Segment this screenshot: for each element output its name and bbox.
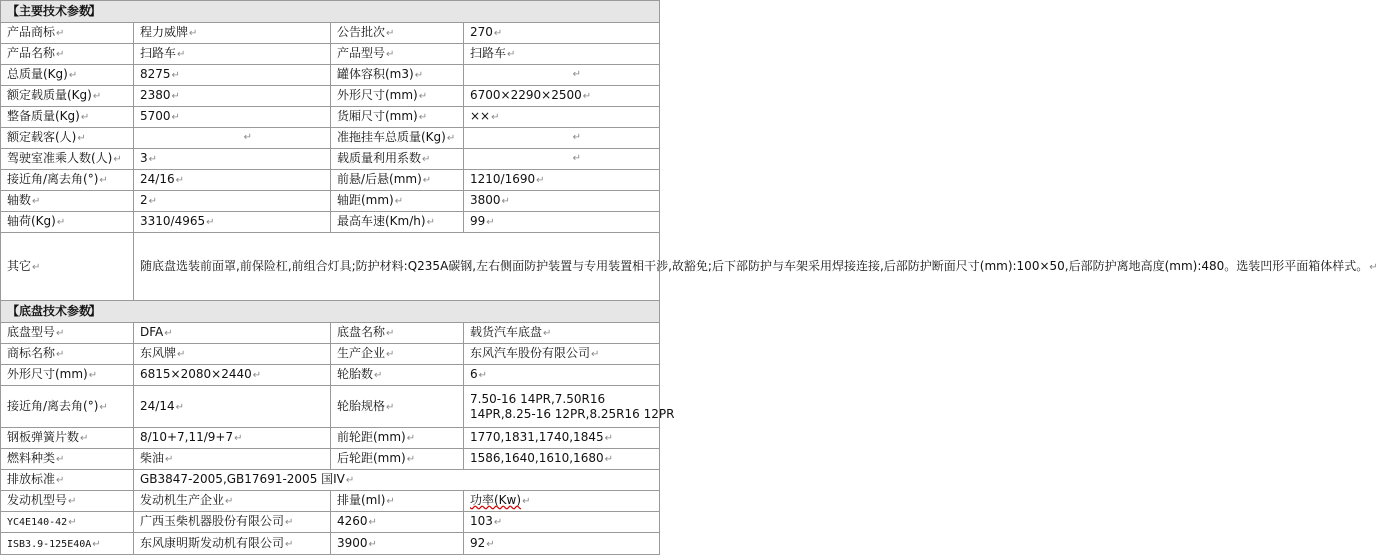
value-cell: 3310/4965 ↵ bbox=[134, 212, 331, 233]
label-cell: 产品商标 ↵ bbox=[1, 23, 134, 44]
value-cell: 2 ↵ bbox=[134, 191, 331, 212]
label-cell: 轴荷(Kg) ↵ bbox=[1, 212, 134, 233]
label-cell: 轮胎规格 ↵ bbox=[331, 386, 464, 428]
value-cell: 3 ↵ bbox=[134, 149, 331, 170]
table-row bbox=[1, 191, 660, 212]
table-row bbox=[1, 44, 660, 65]
label-cell: 产品型号 ↵ bbox=[331, 44, 464, 65]
table-row bbox=[1, 212, 660, 233]
engine-header-maker: 发动机生产企业 ↵ bbox=[134, 491, 331, 512]
value-cell: 6700×2290×2500 ↵ bbox=[464, 86, 660, 107]
table-row bbox=[1, 23, 660, 44]
engine-displacement: 3900 ↵ bbox=[331, 533, 464, 555]
value-cell: 东风牌 ↵ bbox=[134, 344, 331, 365]
chassis-section-header-row bbox=[1, 301, 660, 323]
label-cell: 轴距(mm) ↵ bbox=[331, 191, 464, 212]
value-cell: ×× ↵ bbox=[464, 107, 660, 128]
value-cell: 1210/1690 ↵ bbox=[464, 170, 660, 191]
table-row bbox=[1, 428, 660, 449]
table-row bbox=[1, 386, 660, 428]
label-cell: 总质量(Kg) ↵ bbox=[1, 65, 134, 86]
label-cell: 载质量利用系数 ↵ bbox=[331, 149, 464, 170]
value-cell: DFA ↵ bbox=[134, 323, 331, 344]
label-cell: 商标名称 ↵ bbox=[1, 344, 134, 365]
main-section-header-row bbox=[1, 1, 660, 23]
table-row bbox=[1, 170, 660, 191]
engine-power: 103 ↵ bbox=[464, 512, 660, 533]
label-cell: 底盘名称 ↵ bbox=[331, 323, 464, 344]
value-cell: 扫路车 ↵ bbox=[134, 44, 331, 65]
main-section-title: 【 主要技术参数 】 bbox=[1, 1, 660, 23]
label-cell: 外形尺寸(mm) ↵ bbox=[331, 86, 464, 107]
value-cell: 6 ↵ bbox=[464, 365, 660, 386]
label-cell: 接近角/离去角(°) ↵ bbox=[1, 170, 134, 191]
label-cell: 货厢尺寸(mm) ↵ bbox=[331, 107, 464, 128]
other-label: 其它 ↵ bbox=[1, 233, 134, 301]
label-cell: 底盘型号 ↵ bbox=[1, 323, 134, 344]
engine-power: 92 ↵ bbox=[464, 533, 660, 555]
table-row bbox=[1, 128, 660, 149]
label-cell: 最高车速(Km/h) ↵ bbox=[331, 212, 464, 233]
engine-header-row bbox=[1, 491, 660, 512]
engine-maker: 广西玉柴机器股份有限公司 ↵ bbox=[134, 512, 331, 533]
value-cell: 24/14 ↵ bbox=[134, 386, 331, 428]
engine-header-displacement: 排量(ml) ↵ bbox=[331, 491, 464, 512]
value-cell: 5700 ↵ bbox=[134, 107, 331, 128]
value-cell bbox=[464, 149, 660, 170]
label-cell: 生产企业 ↵ bbox=[331, 344, 464, 365]
value-cell: 8275 ↵ bbox=[134, 65, 331, 86]
chassis-section-title: 【 底盘技术参数 】 bbox=[1, 301, 660, 323]
label-cell: 前轮距(mm) ↵ bbox=[331, 428, 464, 449]
label-cell: 额定载质量(Kg) ↵ bbox=[1, 86, 134, 107]
engine-row bbox=[1, 533, 660, 555]
table-row bbox=[1, 107, 660, 128]
label-cell: 燃料种类 ↵ bbox=[1, 449, 134, 470]
engine-row bbox=[1, 512, 660, 533]
label-cell: 轮胎数 ↵ bbox=[331, 365, 464, 386]
value-cell bbox=[134, 128, 331, 149]
value-cell bbox=[464, 128, 660, 149]
label-cell: 额定载客(人) ↵ bbox=[1, 128, 134, 149]
table-row bbox=[1, 323, 660, 344]
other-row bbox=[1, 233, 660, 301]
table-row bbox=[1, 470, 660, 491]
value-cell: 8/10+7,11/9+7 ↵ bbox=[134, 428, 331, 449]
value-cell: 载货汽车底盘 ↵ bbox=[464, 323, 660, 344]
value-cell: 270 ↵ bbox=[464, 23, 660, 44]
other-text: 随底盘选装前面罩,前保险杠,前组合灯具;防护材料:Q235A碳钢,左右侧面防护装置与专用装置相干涉,故豁免;后下部防护与车架采用焊接连接,后部防护断面尺寸(mm):100×50,后部防护离地高度(mm):480。选装凹形平面箱体样式。 ↵ bbox=[134, 233, 660, 301]
value-cell: 柴油 ↵ bbox=[134, 449, 331, 470]
value-cell bbox=[464, 65, 660, 86]
label-cell: 轴数 ↵ bbox=[1, 191, 134, 212]
value-cell: 24/16 ↵ bbox=[134, 170, 331, 191]
table-row bbox=[1, 344, 660, 365]
label-cell: 驾驶室准乘人数(人) ↵ bbox=[1, 149, 134, 170]
table-row bbox=[1, 149, 660, 170]
value-cell: 99 ↵ bbox=[464, 212, 660, 233]
label-cell: 整备质量(Kg) ↵ bbox=[1, 107, 134, 128]
table-row bbox=[1, 449, 660, 470]
value-cell: 1770,1831,1740,1845 ↵ bbox=[464, 428, 660, 449]
table-row bbox=[1, 65, 660, 86]
value-cell: 2380 ↵ bbox=[134, 86, 331, 107]
engine-maker: 东风康明斯发动机有限公司 ↵ bbox=[134, 533, 331, 555]
engine-header-model: 发动机型号 ↵ bbox=[1, 491, 134, 512]
value-cell: 1586,1640,1610,1680 ↵ bbox=[464, 449, 660, 470]
value-cell: 扫路车 ↵ bbox=[464, 44, 660, 65]
engine-model: YC4E140-42 ↵ bbox=[1, 512, 134, 533]
value-cell: 6815×2080×2440 ↵ bbox=[134, 365, 331, 386]
label-cell: 外形尺寸(mm) ↵ bbox=[1, 365, 134, 386]
table-row bbox=[1, 86, 660, 107]
emission-value: GB3847-2005,GB17691-2005 国IV ↵ bbox=[134, 470, 660, 491]
label-cell: 公告批次 ↵ bbox=[331, 23, 464, 44]
engine-displacement: 4260 ↵ bbox=[331, 512, 464, 533]
label-cell: 准拖挂车总质量(Kg) ↵ bbox=[331, 128, 464, 149]
label-cell: 钢板弹簧片数 ↵ bbox=[1, 428, 134, 449]
label-cell: 排放标准 ↵ bbox=[1, 470, 134, 491]
value-cell: 程力威牌 ↵ bbox=[134, 23, 331, 44]
value-cell: 东风汽车股份有限公司 ↵ bbox=[464, 344, 660, 365]
tire-spec-value: 7.50-16 14PR,7.50R16 14PR,8.25-16 12PR,8.25R16 12PR bbox=[464, 386, 660, 428]
label-cell: 罐体容积(m3) ↵ bbox=[331, 65, 464, 86]
label-cell: 后轮距(mm) ↵ bbox=[331, 449, 464, 470]
label-cell: 前悬/后悬(mm) ↵ bbox=[331, 170, 464, 191]
value-cell: 3800 ↵ bbox=[464, 191, 660, 212]
label-cell: 产品名称 ↵ bbox=[1, 44, 134, 65]
engine-model: ISB3.9-125E40A ↵ bbox=[1, 533, 134, 555]
table-row bbox=[1, 365, 660, 386]
engine-header-power: 功率(Kw) ↵ bbox=[464, 491, 660, 512]
label-cell: 接近角/离去角(°) ↵ bbox=[1, 386, 134, 428]
